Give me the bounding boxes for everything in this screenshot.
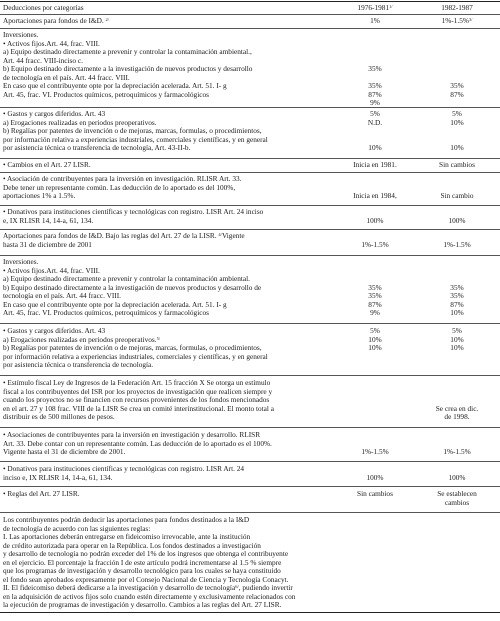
row-label: • Reglas del Art. 27 LISR. bbox=[3, 489, 80, 498]
row-rule bbox=[0, 158, 500, 159]
table-row: • Reglas del Art. 27 LISR. Sin cambios Se establecen cambios bbox=[3, 489, 477, 507]
row-rule bbox=[0, 205, 500, 206]
row-value-1982: 1%-1.5%$^{3/}$ bbox=[441, 16, 473, 25]
table-row: • Asociación de contribuyentes para la inversión en investigación. RLISR Art. 33. Debe tener un representante común. Las deducción de lo aportado es del 100%, aportaciones 1% a 1.5%. Inicia en 1984, Sin cambio bbox=[3, 175, 474, 200]
table-row: Aportaciones para fondos de I&D. Bajo las reglas del Art. 27 de la LISR. $^{4/}$Vigente hasta 31 de diciembre de 2001 1%-1.5% 1%-1.5% bbox=[3, 232, 471, 249]
top-rule bbox=[0, 1, 500, 2]
row-label: • Estímulo fiscal Ley de Ingresos de la Federación Art. 15 fracción X Se otorga un estímulo fiscal a los contribuyentes del ISR por los proyectos de investigación que realicen siempre y cuando los proyectos no se financien con recursos provenientes de los fondos mencionados en el art. 27 y 108 frac. VIII de la LISR Se crea un comité interinstitucional. El monto total a distribuir es de 500 millones de pesos. bbox=[3, 379, 274, 421]
rules-paragraph: Los contribuyentes podrán deducir las aportaciones para fondos destinados a la I&D de tecnología de acuerdo con las siguientes reglas: I. Las aportaciones deberán entregarse en fideicomiso irrevocable, ante la institución de crédito autorizada para operar en la República. Los fondos destinados a investigación y desarrollo de tecnología no podrán exceder del 1% de los ingresos que obtenga el contribuyente en el ejercicio. El porcentaje la fracción I de este artículo podrá incrementarse al 1.5 % siempre que los programas de investigación y desarrollo tecnológico para los cuales se haya constituido el fondo sean aprobados expresamente por el Consejo Nacional de Ciencia y Tecnología Conacyt. II. El fideicomiso deberá dedicarse a la investigación y desarrollo de tecnología$^{6/}$, pudiendo invertir en la adquisición de activos fijos solo cuando estén directamente y exclusivamente relacionados con la ejecución de programas de investigación y desarrollo. Cambios a las reglas del Art. 27 LISR. bbox=[3, 516, 296, 609]
row-rule bbox=[0, 255, 500, 256]
table-row: Inversiones. • Activos fijos.Art. 44, frac. VIII. a) Equipo destinado directamente a prevenir y controlar la contaminación ambiental. b) Equipo destinado directamente a la investigación de nuevos productos y desarrollo de tecnología en el país. Art. 44 fracc. VIII. En caso que el contribuyente opte por la depreciación acelerada. Art. 51. I- g Art. 45, frac. VI. Productos químicos, petroquímicos y farmacológicos 35% 35% 87% 9% 35% 35% 87% 10% bbox=[3, 258, 464, 317]
table-row: • Donativos para instituciones científicas y tecnológicas con registro. LISR Art. 24 inciso e, IX RLISR 14, 14-a, 61, 134. 100% 100% bbox=[3, 465, 466, 482]
table-header bbox=[0, 4, 500, 14]
row-rule bbox=[0, 427, 500, 428]
row-rule bbox=[0, 172, 500, 173]
row-label: • Asociaciones de contribuyentes para la inversión en investigación y desarrollo. RLISR Art. 33. Debe contar con un representante común. Las deducción de lo aportado es el 100%. Vigente hasta el 31 de diciembre de 2001. bbox=[3, 431, 272, 456]
row-rule bbox=[0, 229, 500, 230]
row-value-1982: Sin cambios bbox=[439, 160, 475, 169]
table-row: Inversiones. • Activos fijos.Art. 44, frac. VIII. a) Equipo destinado directamente a prevenir y controlar la contaminación ambiental., Art. 44 fracc. VIII-inciso c. b) Equipo destinado directamente a la investigación de nuevos productos y desarrollo de tecnología en el país. Art. 44 fracc. VIII. En caso que el contribuyente opte por la depreciación acelerada. Art. 51. I- g Art. 45, frac. VI. Productos químicos, petroquímicos y farmacológicos 35% 35% 87% 9% 35% 87% bbox=[3, 31, 464, 107]
table-row: • Estímulo fiscal Ley de Ingresos de la Federación Art. 15 fracción X Se otorga un estímulo fiscal a los contribuyentes del ISR por los proyectos de investigación que realicen siempre y cuando los proyectos no se financien con recursos provenientes de los fondos mencionados en el art. 27 y 108 frac. VIII de la LISR Se crea un comité interinstitucional. El monto total a distribuir es de 500 millones de pesos. Se crea en dic. de 1998. bbox=[3, 379, 479, 421]
row-label: Inversiones. • Activos fijos.Art. 44, frac. VIII. a) Equipo destinado directamente a prevenir y controlar la contaminación ambiental. b) Equipo destinado directamente a la investigación de nuevos productos y desarrollo de tecnología en el país. Art. 44 fracc. VIII. En caso que el contribuyente opte por la depreciación acelerada. Art. 51. I- g Art. 45, frac. VI. Productos químicos, petroquímicos y farmacológicos bbox=[3, 258, 262, 317]
header-rule bbox=[0, 14, 500, 15]
row-rule bbox=[0, 461, 500, 462]
row-label: Inversiones. • Activos fijos.Art. 44, frac. VIII. a) Equipo destinado directamente a prevenir y controlar la contaminación ambiental., Art. 44 fracc. VIII-inciso c. b) Equipo destinado directamente a la investigación de nuevos productos y desarrollo de tecnología en el país. Art. 44 fracc. VIII. En caso que el contribuyente opte por la depreciación acelerada. Art. 51. I- g Art. 45, frac. VI. Productos químicos, petroquímicos y farmacológicos bbox=[3, 31, 253, 99]
table-row bbox=[0, 17, 500, 27]
table-row: • Asociaciones de contribuyentes para la inversión en investigación y desarrollo. RLISR Art. 33. Debe contar con un representante común. Las deducción de lo aportado es el 100%. Vigente hasta el 31 de diciembre de 2001. 1%-1.5% 1%-1.5% bbox=[3, 431, 471, 456]
row-rule bbox=[0, 28, 500, 29]
header-period-1976: $1976-1981^{1/}$ bbox=[357, 3, 393, 12]
row-rule bbox=[0, 107, 500, 108]
row-label: • Cambios en el Art. 27 LISR. bbox=[3, 160, 91, 169]
row-label: • Donativos para instituciones científicas y tecnológicas con registro. LISR Art. 24 inciso e, IX RLISR 14, 14-a, 61, 134. bbox=[3, 208, 264, 225]
table-row: • Gastos y cargos diferidos. Art. 43 a) Erogaciones realizadas en periodos preoperativos. b) Regalías por patentes de invención o de mejoras, marcas, formulas, o procedimientos, por información relativa a experiencias industriales, comerciales y científicas, y en general por asistencia técnica o transferencia de tecnología, Art. 43-II-b. 5% N.D. 10% 5% 10% 10% bbox=[3, 109, 464, 152]
row-value-1976: Inicia en 1981. bbox=[353, 160, 397, 169]
row-rule bbox=[0, 512, 500, 513]
row-rule bbox=[0, 323, 500, 324]
row-rule bbox=[0, 486, 500, 487]
header-categories: Deducciones por categorías bbox=[3, 3, 84, 12]
row-label: Aportaciones para fondos de I&D. $^{2/}$ bbox=[3, 16, 110, 25]
table-row bbox=[0, 161, 500, 171]
bottom-rule bbox=[0, 612, 500, 613]
header-period-1982: 1982-1987 bbox=[441, 3, 473, 12]
row-label: • Donativos para instituciones científicas y tecnológicas con registro. LISR Art. 24 inciso e, IX RLISR 14, 14-a, 61, 134. bbox=[3, 465, 245, 482]
row-value-1976: 1% bbox=[370, 16, 380, 25]
row-label: • Gastos y cargos diferidos. Art. 43 a) Erogaciones realizadas en periodos preoperativos. b) Regalías por patentes de invención o de mejoras, marcas, formulas, o procedimientos, por información relativa a experiencias industriales, comerciales y científicas, y en general por asistencia técnica o transferencia de tecnología, Art. 43-II-b. bbox=[3, 110, 268, 152]
row-label: Aportaciones para fondos de I&D. Bajo las reglas del Art. 27 de la LISR. $^{4/}$Vigente hasta 31 de diciembre de 2001 bbox=[3, 232, 245, 249]
table-row: • Donativos para instituciones científicas y tecnológicas con registro. LISR Art. 24 inciso e, IX RLISR 14, 14-a, 61, 134. 100% 100% bbox=[3, 208, 466, 225]
row-label: • Gastos y cargos diferidos. Art. 43 a) Erogaciones realizadas en periodos preoperativos.$^{5/}$ b) Regalías por patentes de invención o de mejoras, marcas, formulas, o procedimientos, por información relativa a experiencias industriales, comerciales y científicas, y en general por asistencia técnica o transferencia de tecnología. bbox=[3, 327, 268, 369]
table-row: • Gastos y cargos diferidos. Art. 43 a) Erogaciones realizadas en periodos preoperativos.$^{5/}$ b) Regalías por patentes de invención o de mejoras, marcas, formulas, o procedimientos, por información relativa a experiencias industriales, comerciales y científicas, y en general por asistencia técnica o transferencia de tecnología. 5% 10% 10% 5% 10% 10% bbox=[3, 326, 464, 369]
row-label: • Asociación de contribuyentes para la inversión en investigación. RLISR Art. 33. Debe tener un representante común. Las deducción de lo aportado es del 100%, aportaciones 1% a 1.5%. bbox=[3, 175, 242, 200]
row-rule bbox=[0, 375, 500, 376]
